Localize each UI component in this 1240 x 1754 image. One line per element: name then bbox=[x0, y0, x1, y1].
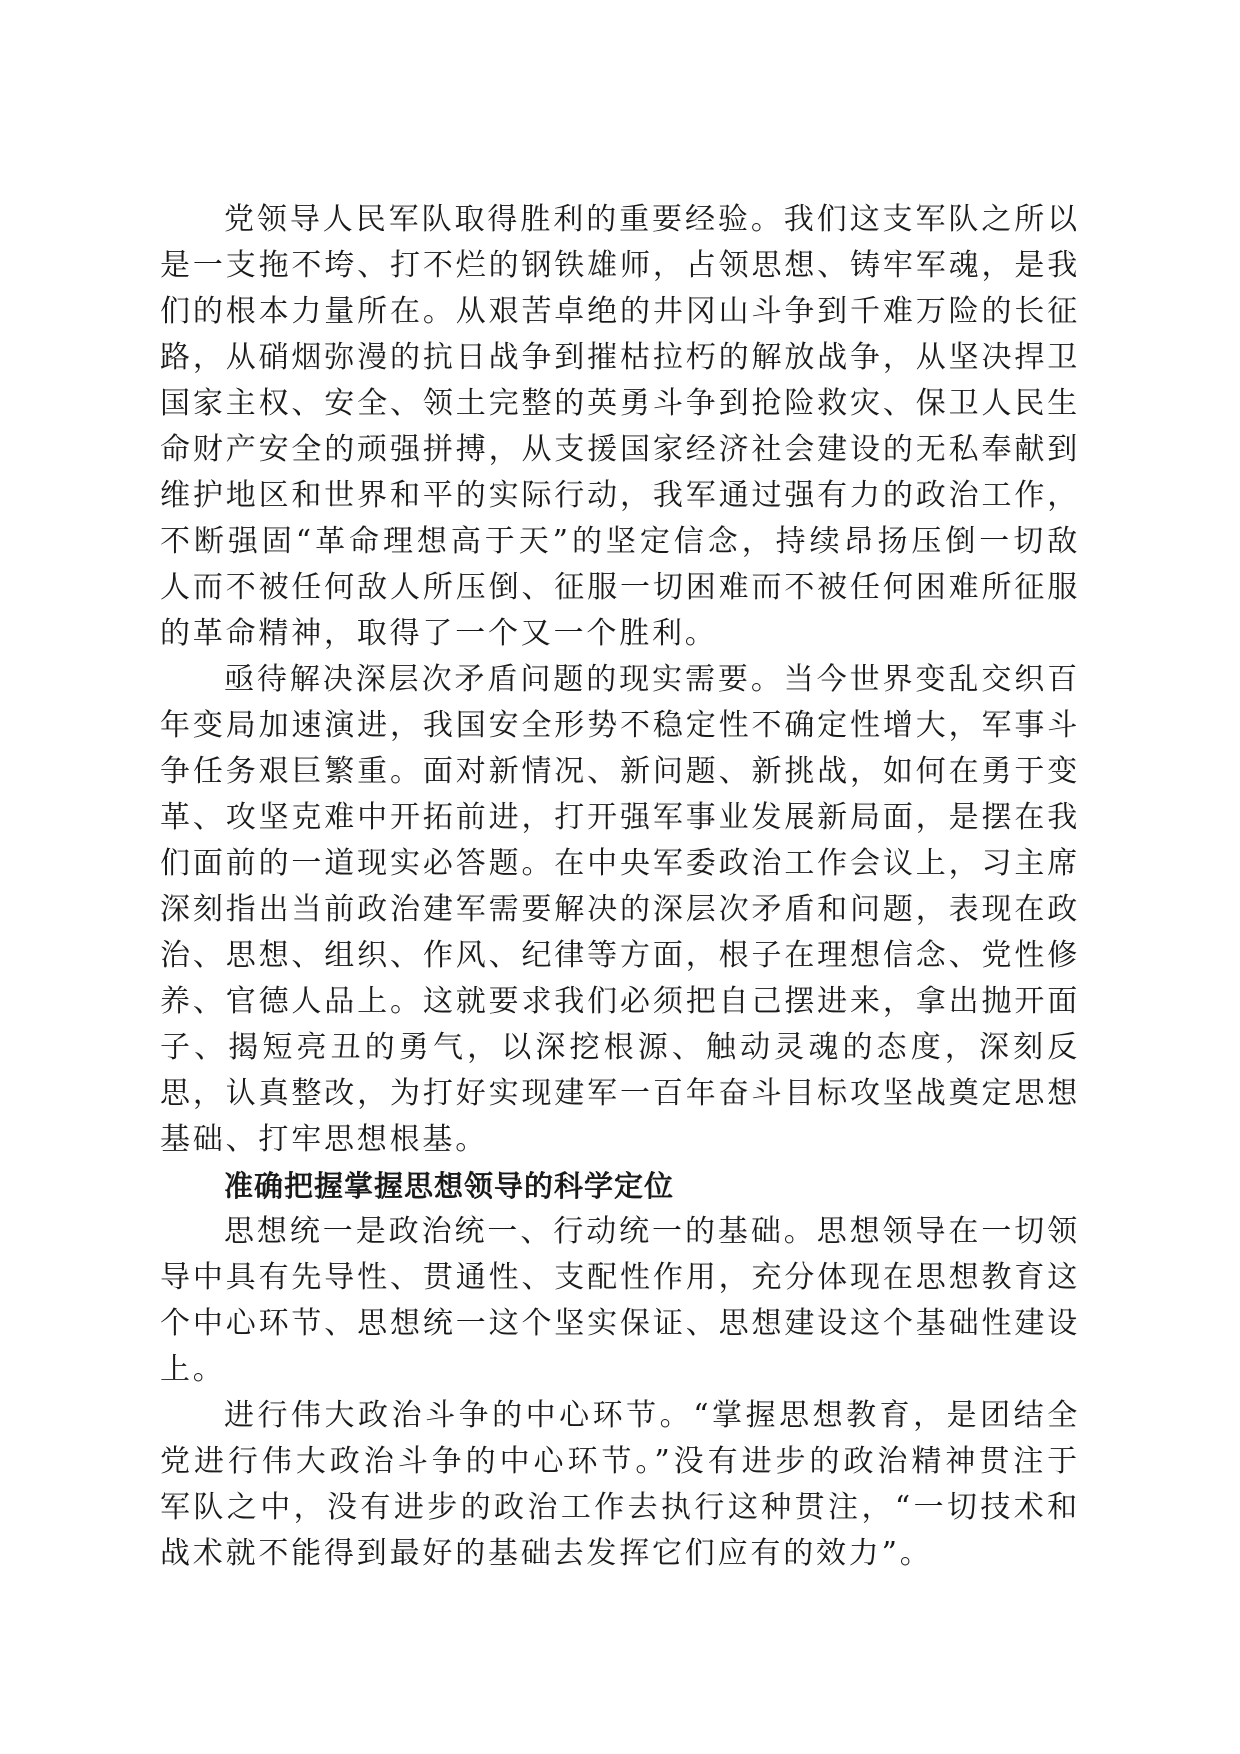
document-page bbox=[160, 197, 1080, 1577]
section-heading: 准确把握掌握思想领导的科学定位 bbox=[224, 1169, 675, 1203]
paragraph-2: 亟待解决深层次矛盾问题的现实需要。当今世界变乱交织百年变局加速演进，我国安全形势不稳定性不确定性增大，军事斗争任务艰巨繁重。面对新情况、新问题、新挑战，如何在勇于变革、攻坚克难中开拓前进，打开强军事业发展新局面，是摆在我们面前的一道现实必答题。在中央军委政治工作会议上，习主席深刻指出当前政治建军需要解决的深层次矛盾和问题，表现在政治、思想、组织、作风、纪律等方面，根子在理想信念、党性修养、官德人品上。这就要求我们必须把自己摆进来，拿出抛开面子、揭短亮丑的勇气，以深挖根源、触动灵魂的态度，深刻反思，认真整改，为打好实现建军一百年奋斗目标攻坚战奠定思想基础、打牢思想根基。 bbox=[160, 662, 1080, 1157]
paragraph-3: 思想统一是政治统一、行动统一的基础。思想领导在一切领导中具有先导性、贯通性、支配性作用，充分体现在思想教育这个中心环节、思想统一这个坚实保证、思想建设这个基础性建设上。 bbox=[160, 1214, 1080, 1387]
paragraph-1: 党领导人民军队取得胜利的重要经验。我们这支军队之所以是一支拖不垮、打不烂的钢铁雄师，占领思想、铸牢军魂，是我们的根本力量所在。从艰苦卓绝的井冈山斗争到千难万险的长征路，从硝烟弥漫的抗日战争到摧枯拉朽的解放战争，从坚决捍卫国家主权、安全、领土完整的英勇斗争到抢险救灾、保卫人民生命财产安全的顽强拼搏，从支援国家经济社会建设的无私奉献到维护地区和世界和平的实际行动，我军通过强有力的政治工作，不断强固“革命理想高于天”的坚定信念，持续昂扬压倒一切敌人而不被任何敌人所压倒、征服一切困难而不被任何困难所征服的革命精神，取得了一个又一个胜利。 bbox=[160, 202, 1080, 651]
paragraph-4: 进行伟大政治斗争的中心环节。“掌握思想教育，是团结全党进行伟大政治斗争的中心环节。”没有进步的政治精神贯注于军队之中，没有进步的政治工作去执行这种贯注，“一切技术和战术就不能得到最好的基础去发挥它们应有的效力”。 bbox=[160, 1398, 1080, 1571]
